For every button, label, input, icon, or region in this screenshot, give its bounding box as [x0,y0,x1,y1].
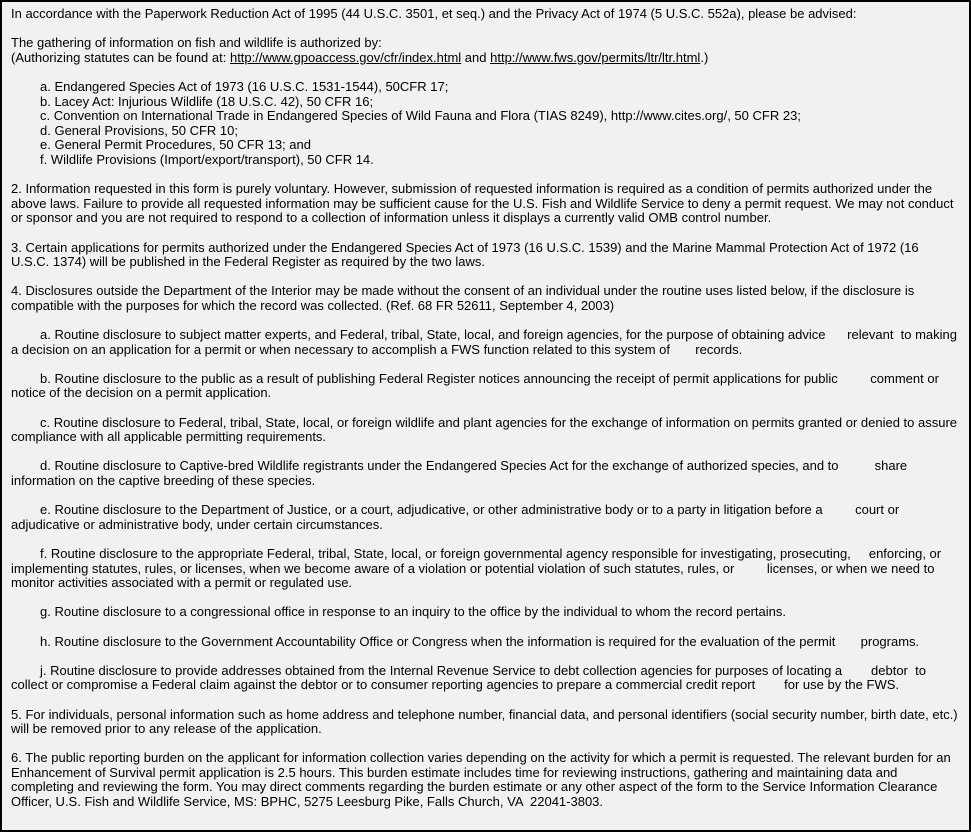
authorization-line2-suffix: .) [700,49,709,65]
authorization-line2 [11,51,960,66]
paragraph-2: 2. Information requested in this form is purely voluntary. However, submission of requested information is required as a condition of permits authorized under the above laws. Failure to provide all requested information may be sufficient cause for the U.S. Fish and Wildlife Service to deny a permit request. We may not conduct or sponsor and you are not required to respond to a collection of information unless it displays a currently valid OMB control number. [11,181,958,226]
statute-item-f: f. Wildlife Provisions (Import/export/transport), 50 CFR 14. [40,151,374,167]
routine-disclosure-g: g. Routine disclosure to a congressional office in response to an inquiry to the office by the individual to whom the record pertains. [40,604,787,620]
fws-permits-link[interactable]: http://www.fws.gov/permits/ltr/ltr.html [490,49,701,65]
paragraph-3: 3. Certain applications for permits authorized under the Endangered Species Act of 1973 (16 U.S.C. 1539) and the Marine Mammal Protection Act of 1972 (16 U.S.C. 1374) will be published in the Federal Register as required by the two laws. [11,239,923,270]
routine-disclosure-d: d. Routine disclosure to Captive-bred Wildlife registrants under the Endangered Species Act for the exchange of authorized species, and to share information on the captive breeding of these species. [11,458,911,488]
statute-item-b: b. Lacey Act: Injurious Wildlife (18 U.S.C. 42), 50 CFR 16; [40,93,374,109]
statute-item-d: d. General Provisions, 50 CFR 10; [40,122,238,138]
routine-disclosure-e: e. Routine disclosure to the Department of Justice, or a court, adjudicative, or other administrative body or to a party in litigation before a court or adjudicative or administrative body, under certain circumstances. [11,502,903,532]
routine-disclosure-f: f. Routine disclosure to the appropriate Federal, tribal, State, local, or foreign governmental agency responsible for investigating, prosecuting, enforcing, or implementing statutes, rules, or licenses, when we become aware of a violation or potential violation of such statutes, rules, or licenses, or when we need to monitor activities associated with a permit or regulated use. [11,545,945,591]
paragraph-4: 4. Disclosures outside the Department of the Interior may be made without the consent of an individual under the routine uses listed below, if the disclosure is compatible with the purposes for which the record was collected. (Ref. 68 FR 52611, September 4, 2003) [11,283,918,313]
routine-disclosure-a: a. Routine disclosure to subject matter experts, and Federal, tribal, State, local, and foreign agencies, for the purpose of obtaining advice relevant to making a decision on an application for a permit or when necessary to accomplish a FWS function related to this system of records. [11,327,961,357]
paragraph-6: 6. The public reporting burden on the applicant for information collection varies depending on the activity for which a permit is requested. The relevant burden for an Enhancement of Survival permit application is 2.5 hours. This burden estimate includes time for reviewing instructions, gathering and maintaining data and completing and reviewing the form. You may direct comments regarding the burden estimate or any other aspect of the form to the Service Information Clearance Officer, U.S. Fish and Wildlife Service, MS: BPHC, 5275 Leesburg Pike, Falls Church, VA 22041-3803. [11,750,955,810]
authorization-line2-prefix: (Authorizing statutes can be found at: [11,49,230,65]
routine-disclosure-b: b. Routine disclosure to the public as a result of publishing Federal Register notices announcing the receipt of permit applications for public comment or notice of the decision on a permit application. [11,370,943,401]
authorization-block [11,36,960,65]
statutes-list [11,80,960,168]
routine-disclosure-j: j. Routine disclosure to provide addresses obtained from the Internal Revenue Service to debt collection agencies for purposes of locating a debtor to collect or compromise a Federal claim against the debtor or to consumer reporting agencies to prepare a commercial credit report for use by the FWS. [11,662,930,693]
gpoaccess-cfr-link[interactable]: http://www.gpoaccess.gov/cfr/index.html [229,49,462,65]
statute-item-e: e. General Permit Procedures, 50 CFR 13; and [40,137,311,153]
routine-disclosure-c: c. Routine disclosure to Federal, tribal, State, local, or foreign wildlife and plant agencies for the exchange of information on permits granted or denied to assure compliance with all applicable permitting requirements. [11,414,961,445]
paragraph-5: 5. For individuals, personal information such as home address and telephone number, financial data, and personal identifiers (social security number, birth date, etc.) will be removed prior to any release of the application. [11,706,962,737]
authorization-conjunction: and [461,49,491,65]
statute-item-a: a. Endangered Species Act of 1973 (16 U.S.C. 1531-1544), 50CFR 17; [40,78,449,94]
authorization-line1: The gathering of information on fish and wildlife is authorized by: [11,35,382,51]
routine-disclosure-h: h. Routine disclosure to the Government Accountability Office or Congress when the information is required for the evaluation of the permit programs. [40,633,920,649]
statute-item-c: c. Convention on International Trade in Endangered Species of Wild Fauna and Flora (TIAS 8249), http://www.cites.org/, 50 CFR 23; [40,108,801,124]
intro-paragraph: In accordance with the Paperwork Reduction Act of 1995 (44 U.S.C. 3501, et seq.) and the Privacy Act of 1974 (5 U.S.C. 552a), please be advised: [11,6,857,21]
